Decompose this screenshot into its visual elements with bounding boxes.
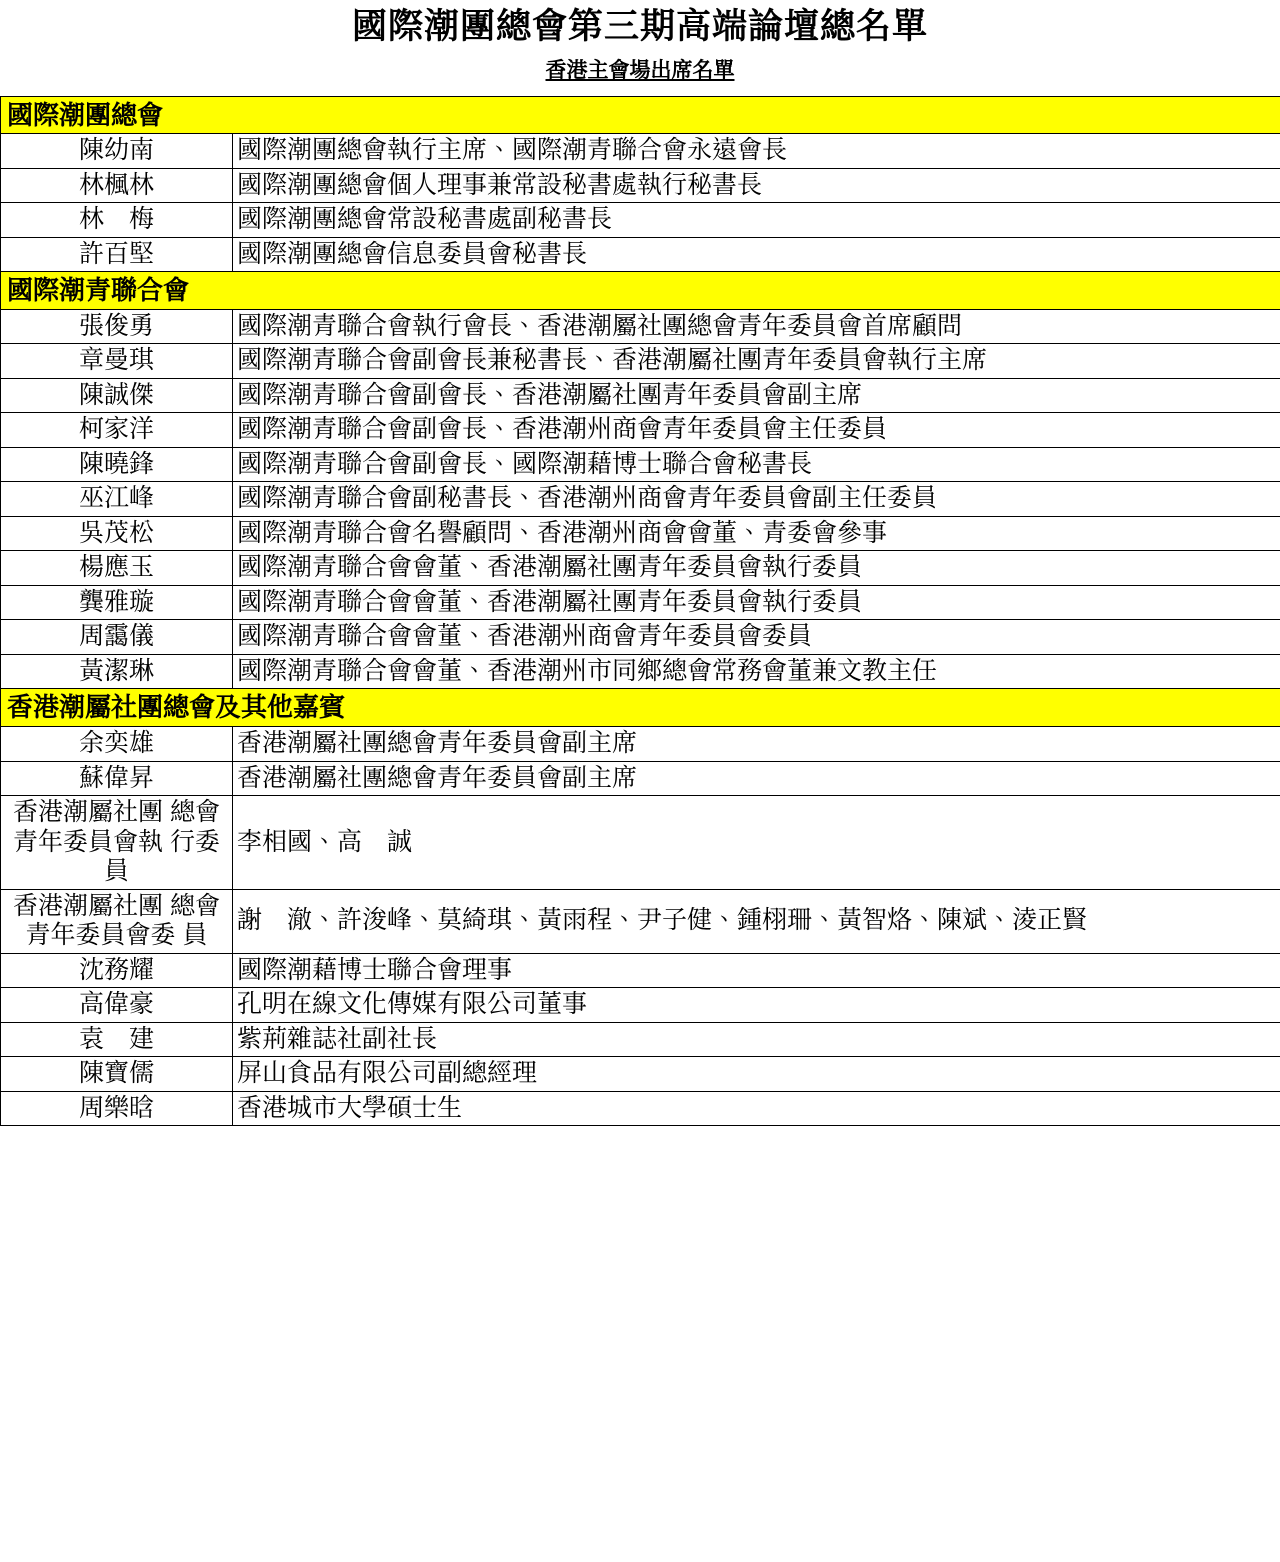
person-name: 高偉豪 bbox=[1, 988, 233, 1023]
table-row bbox=[1, 203, 1280, 238]
person-title: 國際潮團總會個人理事兼常設秘書處執行秘書長 bbox=[233, 168, 1280, 203]
table-row-group bbox=[1, 796, 1280, 890]
person-title: 紫荊雜誌社副社長 bbox=[233, 1022, 1280, 1057]
table-row bbox=[1, 585, 1280, 620]
group-members: 李相國、高 誠 bbox=[233, 796, 1280, 890]
person-title: 國際潮青聯合會會董、香港潮州商會青年委員會委員 bbox=[233, 620, 1280, 655]
person-name: 張俊勇 bbox=[1, 309, 233, 344]
section-header-label: 國際潮青聯合會 bbox=[1, 272, 1280, 310]
table-row bbox=[1, 237, 1280, 272]
person-name: 林楓林 bbox=[1, 168, 233, 203]
table-row bbox=[1, 761, 1280, 796]
group-label: 香港潮屬社團 總會 青年委員會執 行委員 bbox=[1, 796, 233, 890]
person-title: 國際潮青聯合會副會長、國際潮藉博士聯合會秘書長 bbox=[233, 447, 1280, 482]
page-title: 國際潮團總會第三期高端論壇總名單 bbox=[351, 7, 928, 46]
table-row bbox=[1, 727, 1280, 762]
table-row-group bbox=[1, 889, 1280, 953]
person-title: 國際潮青聯合會會董、香港潮屬社團青年委員會執行委員 bbox=[233, 585, 1280, 620]
person-name: 巫江峰 bbox=[1, 482, 233, 517]
table-row bbox=[1, 309, 1280, 344]
person-title: 香港潮屬社團總會青年委員會副主席 bbox=[233, 727, 1280, 762]
person-name: 楊應玉 bbox=[1, 551, 233, 586]
table-row bbox=[1, 413, 1280, 448]
person-title: 香港潮屬社團總會青年委員會副主席 bbox=[233, 761, 1280, 796]
group-label: 香港潮屬社團 總會 青年委員會委 員 bbox=[1, 889, 233, 953]
person-title: 國際潮青聯合會會董、香港潮州市同鄉總會常務會董兼文教主任 bbox=[233, 654, 1280, 689]
person-name: 龔雅璇 bbox=[1, 585, 233, 620]
person-name: 周樂晗 bbox=[1, 1091, 233, 1126]
table-row bbox=[1, 988, 1280, 1023]
person-name: 蘇偉昇 bbox=[1, 761, 233, 796]
table-row bbox=[1, 953, 1280, 988]
person-name: 袁 建 bbox=[1, 1022, 233, 1057]
person-name: 黃潔琳 bbox=[1, 654, 233, 689]
person-title: 國際潮團總會信息委員會秘書長 bbox=[233, 237, 1280, 272]
person-title: 國際潮團總會常設秘書處副秘書長 bbox=[233, 203, 1280, 238]
person-name: 沈務耀 bbox=[1, 953, 233, 988]
section-header-row bbox=[1, 689, 1280, 727]
person-title: 國際潮藉博士聯合會理事 bbox=[233, 953, 1280, 988]
person-name: 陳寶儒 bbox=[1, 1057, 233, 1092]
table-row bbox=[1, 378, 1280, 413]
table-row bbox=[1, 134, 1280, 169]
person-name: 吳茂松 bbox=[1, 516, 233, 551]
person-name: 許百堅 bbox=[1, 237, 233, 272]
person-title: 孔明在線文化傳媒有限公司董事 bbox=[233, 988, 1280, 1023]
section-header-row bbox=[1, 96, 1280, 134]
roster-table bbox=[0, 96, 1280, 1127]
roster-body bbox=[1, 96, 1280, 1126]
person-name: 周靄儀 bbox=[1, 620, 233, 655]
person-name: 陳曉鋒 bbox=[1, 447, 233, 482]
table-row bbox=[1, 654, 1280, 689]
section-header-row bbox=[1, 272, 1280, 310]
table-row bbox=[1, 482, 1280, 517]
person-name: 余奕雄 bbox=[1, 727, 233, 762]
person-name: 柯家洋 bbox=[1, 413, 233, 448]
person-title: 屏山食品有限公司副總經理 bbox=[233, 1057, 1280, 1092]
person-title: 國際潮青聯合會副會長、香港潮屬社團青年委員會副主席 bbox=[233, 378, 1280, 413]
table-row bbox=[1, 1057, 1280, 1092]
table-row bbox=[1, 1022, 1280, 1057]
table-row bbox=[1, 168, 1280, 203]
person-name: 陳幼南 bbox=[1, 134, 233, 169]
person-title: 國際潮團總會執行主席、國際潮青聯合會永遠會長 bbox=[233, 134, 1280, 169]
table-row bbox=[1, 551, 1280, 586]
table-row bbox=[1, 344, 1280, 379]
person-title: 國際潮青聯合會副會長、香港潮州商會青年委員會主任委員 bbox=[233, 413, 1280, 448]
table-row bbox=[1, 447, 1280, 482]
table-row bbox=[1, 516, 1280, 551]
page-subtitle: 香港主會場出席名單 bbox=[545, 58, 735, 82]
person-name: 林 梅 bbox=[1, 203, 233, 238]
person-title: 國際潮青聯合會會董、香港潮屬社團青年委員會執行委員 bbox=[233, 551, 1280, 586]
group-members: 謝 澈、許浚峰、莫綺琪、黃雨程、尹子健、鍾栩珊、黃智烙、陳斌、淩正賢 bbox=[233, 889, 1280, 953]
person-name: 陳誠傑 bbox=[1, 378, 233, 413]
table-row bbox=[1, 1091, 1280, 1126]
table-row bbox=[1, 620, 1280, 655]
person-title: 國際潮青聯合會執行會長、香港潮屬社團總會青年委員會首席顧問 bbox=[233, 309, 1280, 344]
person-title: 國際潮青聯合會副秘書長、香港潮州商會青年委員會副主任委員 bbox=[233, 482, 1280, 517]
person-title: 國際潮青聯合會名譽顧問、香港潮州商會會董、青委會參事 bbox=[233, 516, 1280, 551]
section-header-label: 香港潮屬社團總會及其他嘉賓 bbox=[1, 689, 1280, 727]
person-name: 章曼琪 bbox=[1, 344, 233, 379]
section-header-label: 國際潮團總會 bbox=[1, 96, 1280, 134]
person-title: 香港城市大學碩士生 bbox=[233, 1091, 1280, 1126]
person-title: 國際潮青聯合會副會長兼秘書長、香港潮屬社團青年委員會執行主席 bbox=[233, 344, 1280, 379]
